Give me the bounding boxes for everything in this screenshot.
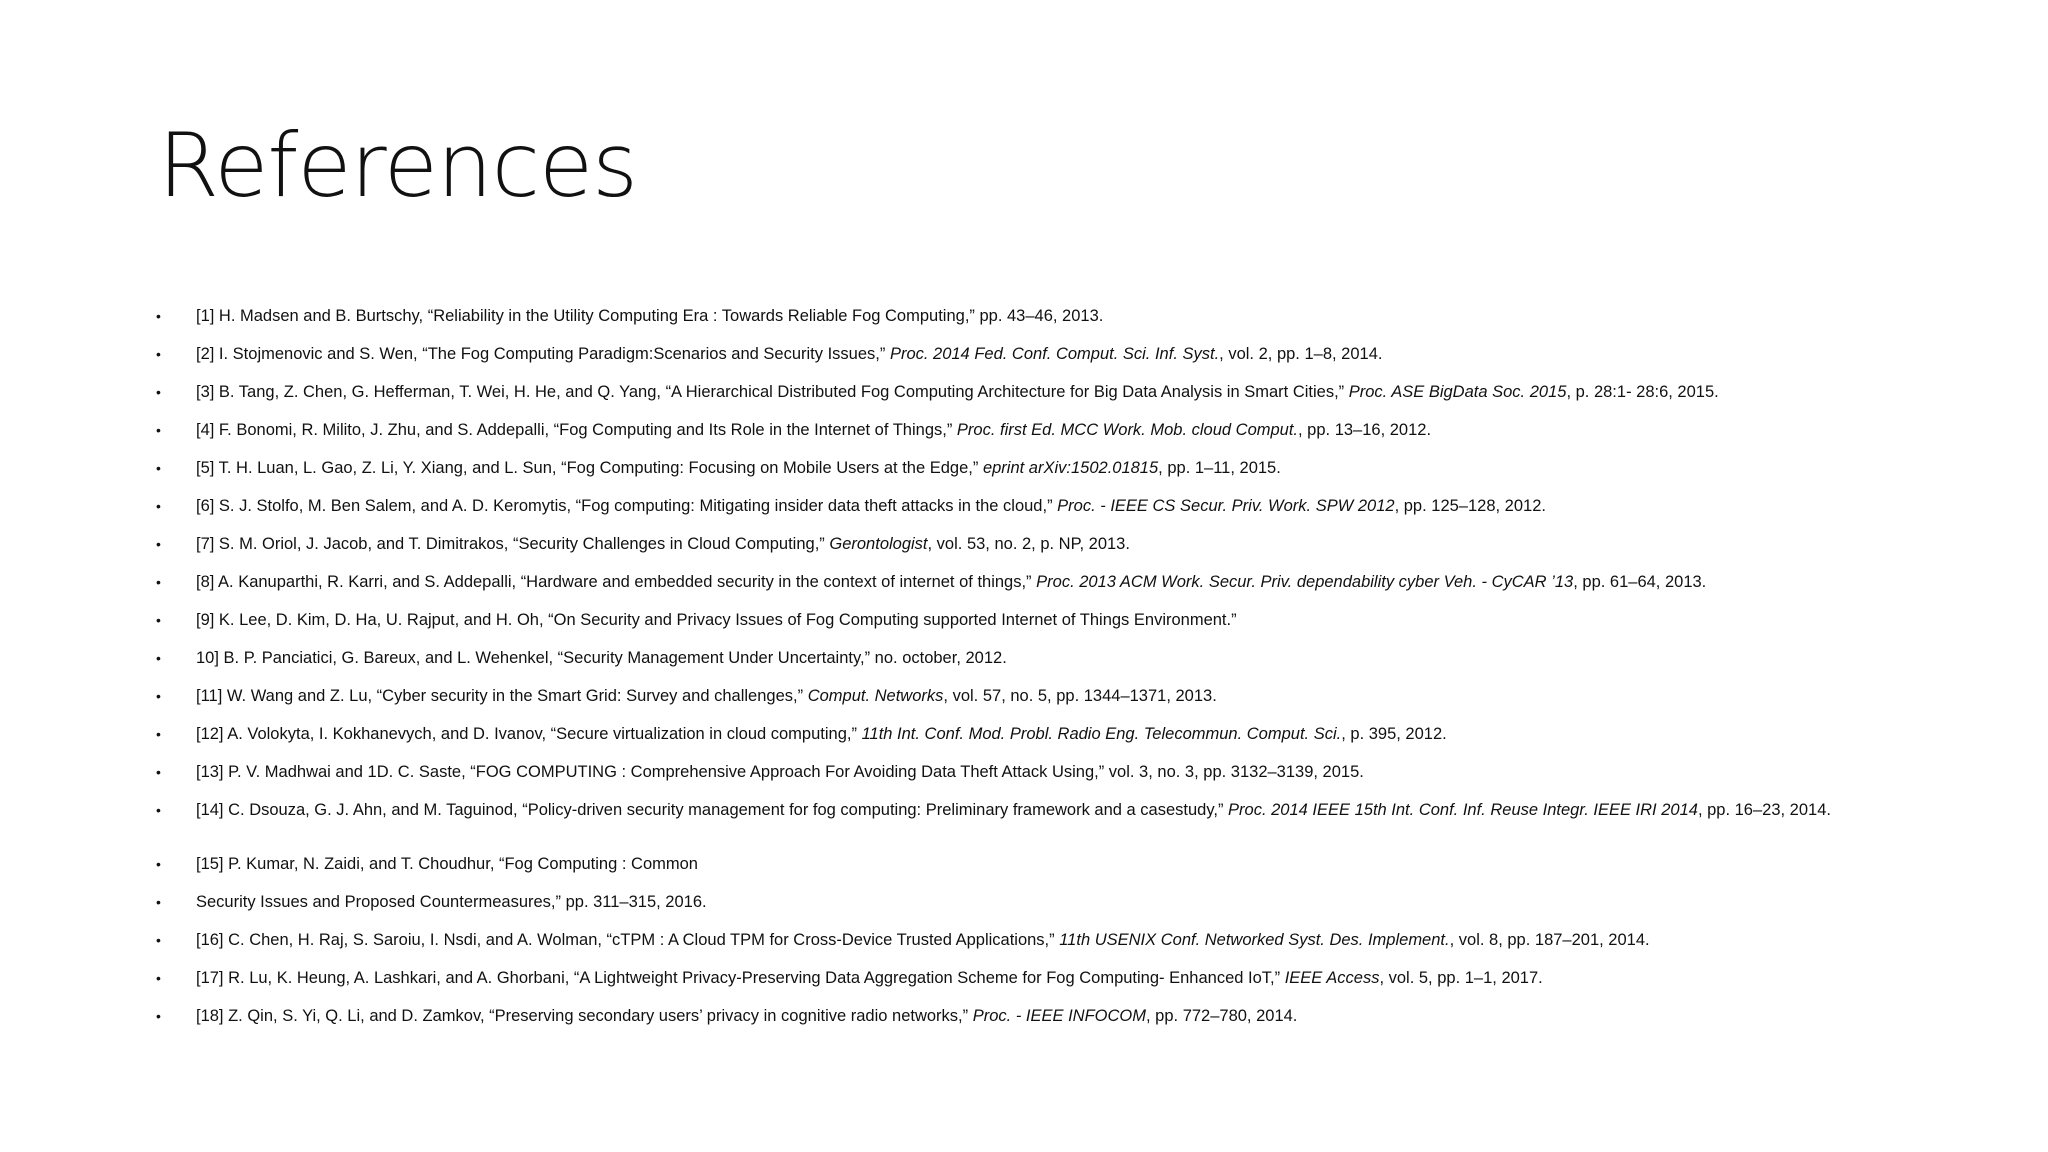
bullet-icon: •	[156, 894, 161, 910]
reference-text: [6] S. J. Stolfo, M. Ben Salem, and A. D. Keromytis, “Fog computing: Mitigating insider data theft attacks in the cloud,”	[196, 497, 1058, 515]
reference-details: , vol. 5, pp. 1–1, 2017.	[1379, 969, 1543, 987]
reference-text: [7] S. M. Oriol, J. Jacob, and T. Dimitrakos, “Security Challenges in Cloud Computing,”	[196, 535, 830, 553]
reference-text: Security Issues and Proposed Countermeasures,” pp. 311–315, 2016.	[196, 893, 707, 911]
bullet-icon: •	[156, 346, 161, 362]
reference-source: 11th USENIX Conf. Networked Syst. Des. Implement.	[1059, 931, 1450, 949]
reference-item	[156, 726, 1896, 764]
reference-item	[156, 498, 1896, 536]
bullet-icon: •	[156, 612, 161, 628]
reference-item	[156, 422, 1896, 460]
slide-title: References	[158, 114, 637, 217]
reference-source: Gerontologist	[829, 535, 928, 553]
bullet-icon: •	[156, 932, 161, 948]
bullet-icon: •	[156, 764, 161, 780]
bullet-icon: •	[156, 308, 161, 324]
reference-details: , p. 395, 2012.	[1341, 725, 1447, 743]
reference-item	[156, 764, 1896, 802]
reference-item	[156, 650, 1896, 688]
reference-item	[156, 894, 1896, 932]
reference-item	[156, 460, 1896, 498]
reference-details: , vol. 8, pp. 187–201, 2014.	[1449, 931, 1650, 949]
reference-text: [13] P. V. Madhwai and 1D. C. Saste, “FOG COMPUTING : Comprehensive Approach For Avoiding Data Theft Attack Using,” vol. 3, no. 3, pp. 3132–3139, 2015.	[196, 763, 1364, 781]
reference-source: eprint arXiv:1502.01815	[982, 459, 1159, 477]
reference-details: , vol. 57, no. 5, pp. 1344–1371, 2013.	[943, 687, 1217, 705]
reference-text: [11] W. Wang and Z. Lu, “Cyber security in the Smart Grid: Survey and challenges,”	[196, 687, 808, 705]
reference-text: [8] A. Kanuparthi, R. Karri, and S. Addepalli, “Hardware and embedded security in the context of internet of things,”	[196, 573, 1037, 591]
reference-text: [4] F. Bonomi, R. Milito, J. Zhu, and S. Addepalli, “Fog Computing and Its Role in the Internet of Things,”	[196, 421, 957, 439]
bullet-icon: •	[156, 422, 161, 438]
reference-item	[156, 612, 1896, 650]
reference-item	[156, 970, 1896, 1008]
reference-item	[156, 536, 1896, 574]
bullet-icon: •	[156, 970, 161, 986]
reference-item	[156, 574, 1896, 612]
reference-text: [3] B. Tang, Z. Chen, G. Hefferman, T. Wei, H. He, and Q. Yang, “A Hierarchical Distributed Fog Computing Architecture for Big Data Analysis in Smart Cities,”	[196, 383, 1349, 401]
reference-details: , pp. 13–16, 2012.	[1298, 421, 1432, 439]
reference-text: [9] K. Lee, D. Kim, D. Ha, U. Rajput, and H. Oh, “On Security and Privacy Issues of Fog Computing supported Internet of Things Environment.”	[196, 611, 1237, 629]
reference-details: , pp. 125–128, 2012.	[1394, 497, 1546, 515]
bullet-icon: •	[156, 384, 161, 400]
reference-item	[156, 1008, 1896, 1046]
reference-list	[156, 308, 1896, 1046]
bullet-icon: •	[156, 498, 161, 514]
reference-source: IEEE Access	[1284, 969, 1380, 987]
reference-text: [18] Z. Qin, S. Yi, Q. Li, and D. Zamkov, “Preserving secondary users’ privacy in cognitive radio networks,”	[196, 1007, 973, 1025]
reference-details: , pp. 16–23, 2014.	[1697, 801, 1831, 819]
reference-details: , vol. 53, no. 2, p. NP, 2013.	[927, 535, 1130, 553]
reference-text: [15] P. Kumar, N. Zaidi, and T. Choudhur, “Fog Computing : Common	[196, 855, 698, 873]
reference-text: [16] C. Chen, H. Raj, S. Saroiu, I. Nsdi, and A. Wolman, “cTPM : A Cloud TPM for Cross-Device Trusted Applications,”	[196, 931, 1060, 949]
reference-item	[156, 384, 1896, 422]
bullet-icon: •	[156, 856, 161, 872]
reference-text: [12] A. Volokyta, I. Kokhanevych, and D. Ivanov, “Secure virtualization in cloud computing,”	[196, 725, 862, 743]
reference-source: 11th Int. Conf. Mod. Probl. Radio Eng. Telecommun. Comput. Sci.	[861, 725, 1342, 743]
reference-item	[156, 346, 1896, 384]
reference-details: , pp. 61–64, 2013.	[1573, 573, 1707, 591]
reference-details: , pp. 772–780, 2014.	[1146, 1007, 1298, 1025]
bullet-icon: •	[156, 688, 161, 704]
reference-text: 10] B. P. Panciatici, G. Bareux, and L. Wehenkel, “Security Management Under Uncertainty,” no. october, 2012.	[196, 649, 1007, 667]
reference-item	[156, 856, 1896, 894]
reference-item	[156, 932, 1896, 970]
reference-details: , pp. 1–11, 2015.	[1158, 459, 1281, 477]
reference-text: [1] H. Madsen and B. Burtschy, “Reliability in the Utility Computing Era : Towards Reliable Fog Computing,” pp. 43–46, 2013.	[196, 307, 1104, 325]
reference-item	[156, 802, 1896, 856]
bullet-icon: •	[156, 574, 161, 590]
reference-item	[156, 308, 1896, 346]
bullet-icon: •	[156, 1008, 161, 1024]
reference-source: Proc. 2014 IEEE 15th Int. Conf. Inf. Reuse Integr. IEEE IRI 2014	[1228, 801, 1698, 819]
bullet-icon: •	[156, 536, 161, 552]
reference-details: , p. 28:1- 28:6, 2015.	[1566, 383, 1719, 401]
bullet-icon: •	[156, 650, 161, 666]
reference-item	[156, 688, 1896, 726]
reference-text: [2] I. Stojmenovic and S. Wen, “The Fog Computing Paradigm:Scenarios and Security Issues,”	[196, 345, 890, 363]
reference-source: Proc. - IEEE CS Secur. Priv. Work. SPW 2012	[1057, 497, 1395, 515]
reference-source: Comput. Networks	[807, 687, 944, 705]
bullet-icon: •	[156, 802, 161, 818]
reference-source: Proc. 2014 Fed. Conf. Comput. Sci. Inf. Syst.	[889, 345, 1220, 363]
reference-text: [17] R. Lu, K. Heung, A. Lashkari, and A. Ghorbani, “A Lightweight Privacy-Preserving Data Aggregation Scheme for Fog Computing- Enhanced IoT,”	[196, 969, 1285, 987]
reference-source: Proc. - IEEE INFOCOM	[972, 1007, 1146, 1025]
bullet-icon: •	[156, 726, 161, 742]
bullet-icon: •	[156, 460, 161, 476]
reference-text: [14] C. Dsouza, G. J. Ahn, and M. Taguinod, “Policy-driven security management for fog computing: Preliminary framework and a casestudy,”	[196, 801, 1229, 819]
reference-source: Proc. first Ed. MCC Work. Mob. cloud Comput.	[956, 421, 1299, 439]
reference-text: [5] T. H. Luan, L. Gao, Z. Li, Y. Xiang, and L. Sun, “Fog Computing: Focusing on Mobile Users at the Edge,”	[196, 459, 983, 477]
reference-source: Proc. ASE BigData Soc. 2015	[1348, 383, 1567, 401]
reference-source: Proc. 2013 ACM Work. Secur. Priv. dependability cyber Veh. - CyCAR ’13	[1036, 573, 1574, 591]
reference-details: , vol. 2, pp. 1–8, 2014.	[1219, 345, 1383, 363]
